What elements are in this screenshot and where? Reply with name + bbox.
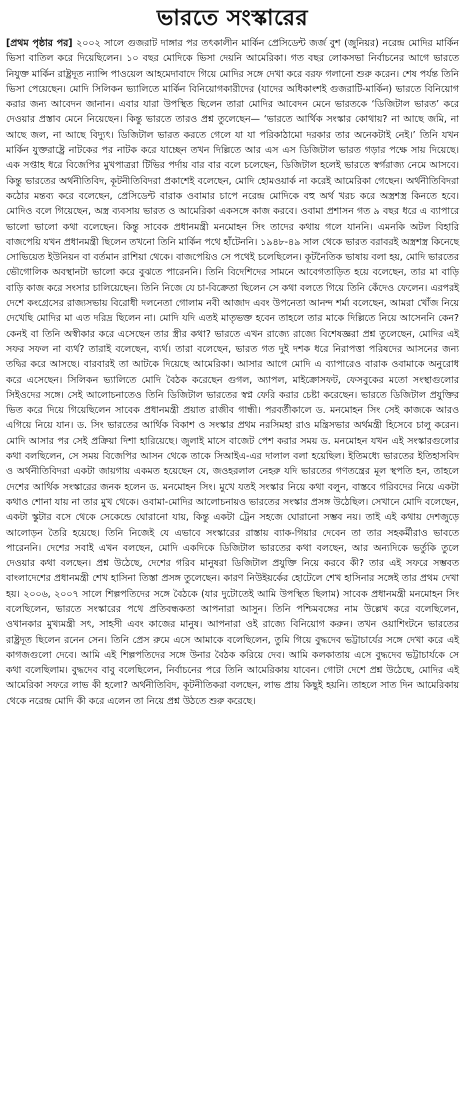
article-continuation-marker: [প্রথম পৃষ্ঠার পর] <box>6 38 73 49</box>
article-headline: ভারতে সংস্কারের <box>156 6 309 31</box>
article-body <box>6 36 459 709</box>
article-text: ২০০২ সালে গুজরাট দাঙ্গার পর তৎকালীন মার্কিন প্রেসিডেন্ট জর্জ বুশ (জুনিয়র) নরেন্দ্র মোদির মার্কিন ভিসা বাতিল করে দিয়েছিলেন। ১০ বছর মোদিকে ভিসা দেয়নি আমেরিকা। গত বছর লোকসভা নির্বাচনের আগে ভারতে নিযুক্ত মার্কিন রাষ্ট্রদূত ন্যান্সি পাওয়েল আহমেদাবাদে গিয়ে মোদির সঙ্গে দেখা করে বরফ গলানো শুরু করেন। শেষ পর্যন্ত তিনি ভিসা পেয়েছেন। মোদি সিলিকন ভ্যালিতে মার্কিন বিনিয়োগকারীদের (যাদের অধিকাংশই গুজরাটি-মার্কিন) ভারতে বিনিয়োগ করার জন্য আবেদন জানান। এবার যারা উপস্থিত ছিলেন তারা মোদির আবেদন মেনে ভারতকে ‘ডিজিটাল ভারত’ করে দেওয়ার প্রস্তাব মেনে নিয়েছেন। কিন্তু ভারতে তারও প্রশ্ন তুলেছেন— ‘ভারতে আর্থিক সংস্কার কোথায়? না আছে জমি, না আছে জল, না আছে বিদ্যুৎ। ডিজিটাল ভারত করতে গেলে যা যা পরিকাঠামো দরকার তার অনেকটাই নেই।’ তিনি যখন মার্কিন যুক্তরাষ্ট্রে নাটকের পর নাটক করে যাচ্ছেন তখন দিল্লিতে আর এস এস ডিজিটাল ভারত গড়ার পক্ষে সায় দিয়েছে। এক সপ্তাহ ধরে বিজেপির মুখপাত্ররা টিভির পর্দায় বার বার বলে চলেছেন, ডিজিটাল হলেই ভারতে স্বর্গরাজ্য নেমে আসবে। কিন্তু ভারতের অর্থনীতিবিদ, কূটনীতিবিদরা প্রকাশেই বলেছেন, মোদি হোমওয়ার্ক না করেই আমেরিকা গেছেন। অর্থনীতিবিদরা কঠোর মন্তব্য করে বলেছেন, প্রেসিডেন্ট বারাক ওবামার চাপে নরেন্দ্র মোদিকে বহু অর্থ খরচ করে অস্ত্রশস্ত্র কিনতে হবে। মোদিও বলে গিয়েছেন, অস্ত্র ব্যবসায় ভারত ও আমেরিকা একসঙ্গে কাজ করবে। ওবামা প্রশাসন গত ৯ বছর ধরে এ ব্যাপারে ভালো ভালো কথা বলেছেন। কিন্তু সাবেক প্রধানমন্ত্রী মনমোহন সিং তাদের কথায় গলে যাননি। এমনকি অটল বিহারি বাজপেয়ি যখন প্রধানমন্ত্রী ছিলেন তখনো তিনি মার্কিন পথে হাঁটেননি। ১৯৪৮-৪৯ সাল থেকে ভারত বরাবরই অস্ত্রশস্ত্র কিনেছে সোভিয়েত ইউনিয়ন বা বর্তমান রাশিয়া থেকে। বাজপেয়িও সে পথেই চলেছিলেন। কূটনৈতিক ভাষায় বলা হয়, মোদি ভারতের ভৌগোলিক অবস্থানটা ভালো করে বুঝতে পারেননি। তিনি বিদেশিদের সামনে আবেগতাড়িত হয়ে বলেছেন, তার মা বাড়ি বাড়ি কাজ করে সংসার চালিয়েছেন। তিনি নিজে যে চা-বিক্রেতা ছিলেন সে কথা বলতে গিয়ে তিনি কেঁদেও ফেলেন। এরপরই দেশে কংগ্রেসের রাজ্যসভায় বিরোধী দলনেতা গোলাম নবী আজাদ এবং উপনেতা আনন্দ শর্মা বলেছেন, আমরা খোঁজ নিয়ে দেখেছি মোদির মা এত দরিদ্র ছিলেন না। মোদি যদি এতই মাতৃভক্ত হবেন তাহলে তার মাকে দিল্লিতে নিয়ে আসেননি কেন? কেনই বা তিনি অস্বীকার করে এসেছেন তার স্ত্রীর কথা? ভারতে এখন রাজ্যে রাজ্যে বিশেষজ্ঞরা প্রশ্ন তুলেছেন, মোদির এই সফর সফল না ব্যর্থ? তারাই বলেছেন, ব্যর্থ। তারা বলেছেন, ভারত গত দুই দশক ধরে নিরাপত্তা পরিষদের আসনের জন্য তদ্বির করে আসছে। বারবারই তা আটকে দিয়েছে আমেরিকা। আসার আগে মোদি এ ব্যাপারেও বারাক ওবামাকে অনুরোধ করে এসেছেন। সিলিকন ভ্যালিতে মোদি বৈঠক করেছেন গুগল, অ্যাপল, মাইক্রোসফট, ফেসবুকের মতো সংস্থাগুলোর সিইওদের সঙ্গে। সেই আলোচনাতেও তিনি ডিজিটাল ভারতের স্বপ্ন ফেরি করার চেষ্টা করেছেন। ভারতে ডিজিটাল প্রযুক্তির ভিত করে দিয়ে গিয়েছিলেন সাবেক প্রধানমন্ত্রী প্রয়াত রাজীব গান্ধী। পরবর্তীকালে ড. মনমোহন সিং সেই কাজকে আরও এগিয়ে নিয়ে যান। ড. সিং ভারতের আর্থিক বিকাশ ও সংস্কার প্রথম নরসিমহা রাও মন্ত্রিসভার অর্থমন্ত্রী হিসেবে চালু করেন। মোদি আসার পর সেই প্রক্রিয়া দিশা হারিয়েছে। জুলাই মাসে বাজেট পেশ করার সময় ড. মনমোহন যখন এই সংস্কারগুলোর কথা বলছিলেন, সে সময় বিজেপির আসন থেকে তাকে সিআইএ-এর দালাল বলা হয়েছিল। ইতিমধ্যে ভারতের ইতিহাসবিদ ও অর্থনীতিবিদরা একটা জায়গায় একমত হয়েছেন যে, জওহরলাল নেহরু যদি ভারতের গণতন্ত্রের মূল স্থপতি হন, তাহলে দেশের আর্থিক সংস্কারের জনক হলেন ড. মনমোহন সিং। মুখে যতই সংস্কার নিয়ে কথা বলুন, বাস্তবে গরিবদের নিয়ে একটা কথাও শোনা যায় না তার মুখ থেকে। ওবামা-মোদির আলোচনায়ও ভারতের সংস্কার প্রসঙ্গ উঠেছিল। সেখানে মোদি বলেছেন, একটা স্কুটার বসে থেকে সেকেন্ডে ঘোরানো যায়, কিন্তু একটা ট্রেন সহজে ঘোরানো সম্ভব নয়। তাই এই কথায় দেশজুড়ে আলোড়ন তৈরি হয়েছে। তিনি নিজেই যে এভাবে সংস্কারের রাস্তায় ব্যাক-গিয়ার দেবেন তা তার সহকর্মীরাও ভাবতে পারেননি। দেশের সবাই এখন বলছেন, মোদি একদিকে ডিজিটাল ভারতের কথা বলছেন, আর অন্যদিকে ভর্তুকি তুলে দেওয়ার কথা বলছেন। প্রশ্ন উঠেছে, দেশের গরিব মানুষরা ডিজিটাল প্রযুক্তি নিয়ে করবে কী? তার এই সফরে সম্ভবত বাংলাদেশের প্রধানমন্ত্রী শেখ হাসিনা তিস্তা প্রসঙ্গ তুলেছেন। কারণ নিউইয়র্কের হোটেলে শেখ হাসিনার সঙ্গেই তার প্রথম দেখা হয়। ২০০৬, ২০০৭ সালে শিল্পপতিদের সঙ্গে বৈঠকে (যার দুটোতেই আমি উপস্থিত ছিলাম) সাবেক প্রধানমন্ত্রী মনমোহন সিং বলেছিলেন, ভারতে সংস্কারের পথে প্রতিবন্ধকতা আপনারা আসুন। তিনি পশ্চিমবঙ্গের নাম উল্লেখ করে বলেছিলেন, ওখানকার মুখ্যমন্ত্রী সৎ, সাহসী এবং কাজের মানুষ। আপনারা ওই রাজ্যে বিনিয়োগ করুন। তখন ওয়াশিংটনে ভারতের রাষ্ট্রদূত ছিলেন রনেন সেন। তিনি প্রেস রুমে এসে আমাকে বলেছিলেন, তুমি গিয়ে বুদ্ধদেব ভট্টাচার্যের সঙ্গে দেখা করে এই কাগজগুলো দেবে। আমি এই শিল্পপতিদের সঙ্গে উনার বৈঠক করিয়ে দেব। আমি কলকাতায় এসে বুদ্ধদেব ভট্টাচার্যকে সে কথা বলেছিলাম। বুদ্ধদেব বাবু বলেছিলেন, নির্বাচনের পরে তিনি আমেরিকায় যাবেন। গোটা দেশে প্রশ্ন উঠেছে, মোদির এই আমেরিকা সফরে লাভ কী হলো? অর্থনীতিবিদ, কূটনীতিকরা বলছেন, লাভ প্রায় কিছুই হয়নি। তাহলে সাত দিন আমেরিকায় থেকে নরেন্দ্র মোদি কী করে এলেন তা নিয়ে প্রশ্ন উঠতে শুরু করেছে। <box>6 38 459 707</box>
